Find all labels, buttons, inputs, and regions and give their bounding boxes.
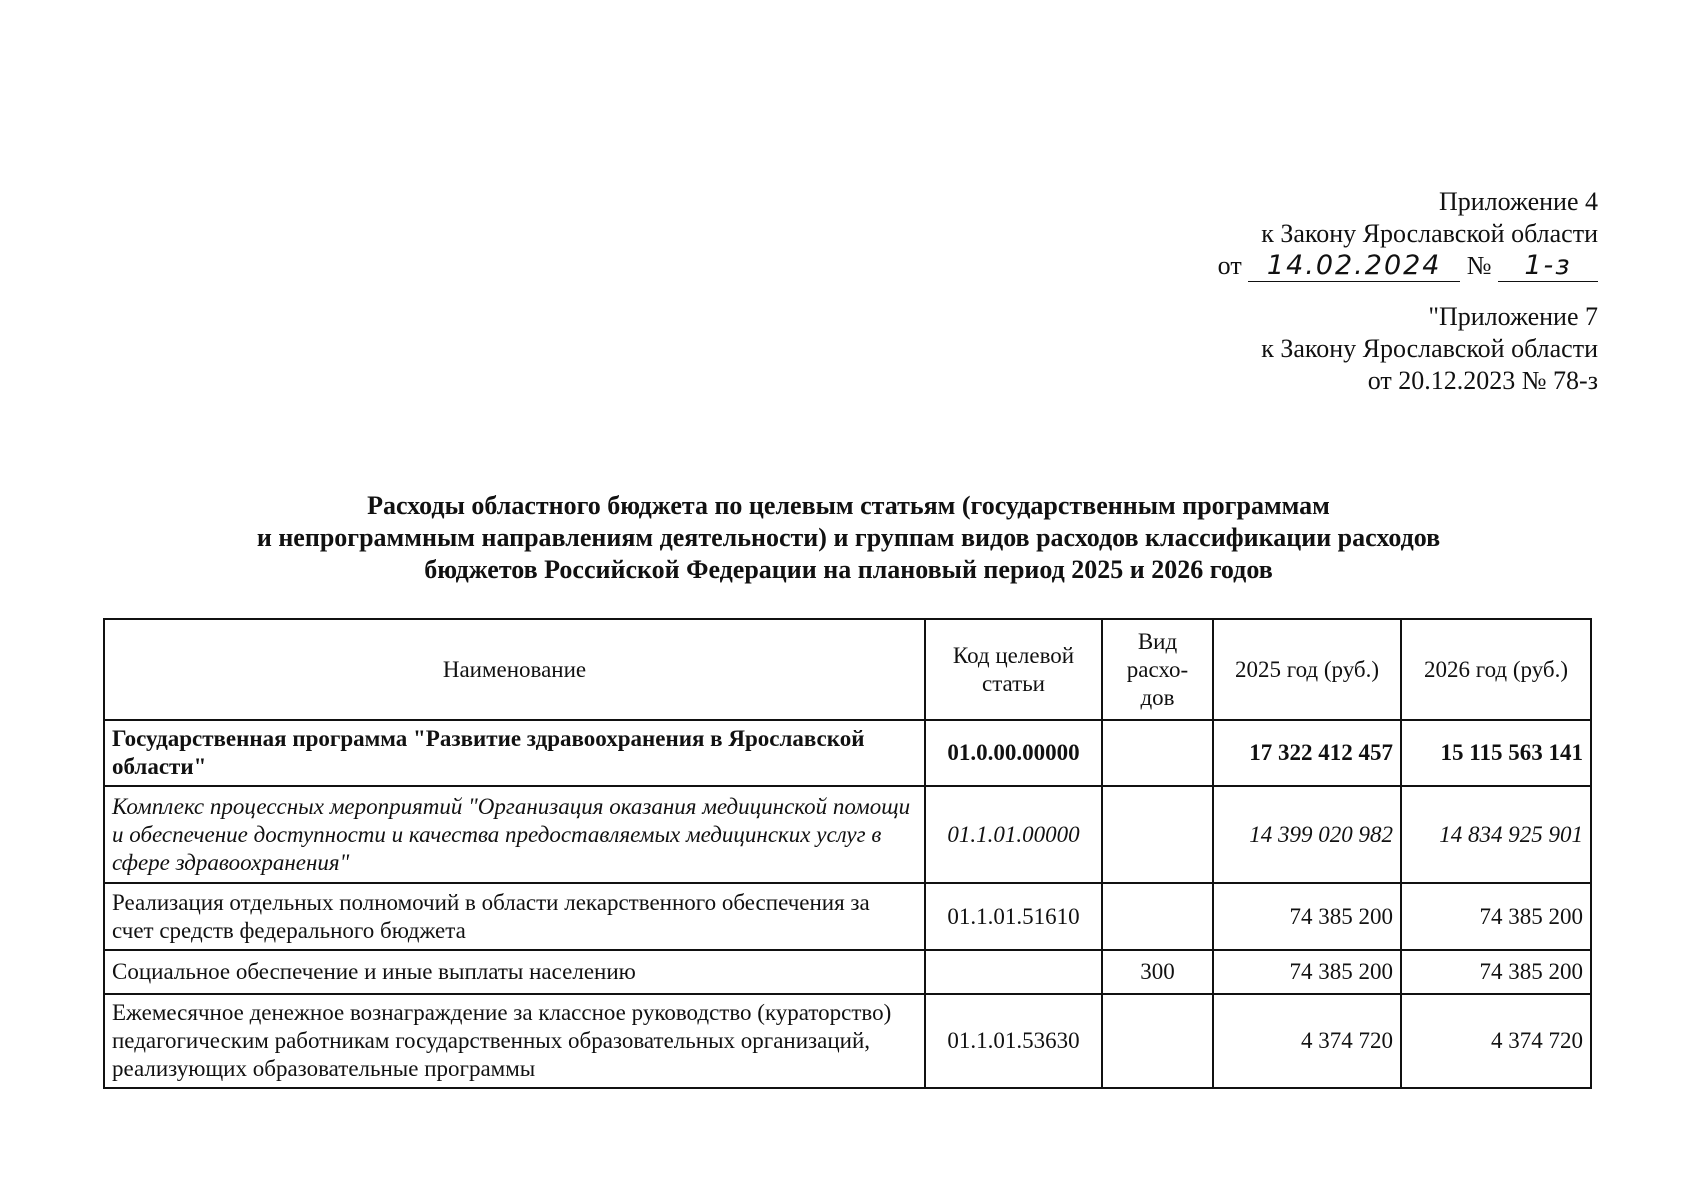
row-type (1102, 786, 1213, 883)
old-law-reference: к Закону Ярославской области (1261, 334, 1598, 363)
handwritten-number: 1-з (1498, 251, 1598, 282)
row-2026: 14 834 925 901 (1401, 786, 1591, 883)
row-type (1102, 994, 1213, 1088)
title-line-2: и непрограммным направлениям деятельности) и группам видов расходов классификации расходов (256, 523, 1441, 552)
row-2025: 4 374 720 (1213, 994, 1401, 1088)
annex-header (1078, 186, 1598, 397)
old-annex-title: "Приложение 7 (1428, 302, 1598, 331)
law-reference: к Закону Ярославской области (1261, 219, 1598, 248)
header-code: Код целевой статьи (925, 619, 1102, 720)
row-2026: 4 374 720 (1401, 994, 1591, 1088)
row-name: Реализация отдельных полномочий в области лекарственного обеспечения за счет средств федерального бюджета (104, 883, 925, 950)
header-name: Наименование (104, 619, 925, 720)
header-type: Вид расхо-дов (1102, 619, 1213, 720)
header-2025: 2025 год (руб.) (1213, 619, 1401, 720)
row-code: 01.1.01.51610 (925, 883, 1102, 950)
handwritten-date: 14.02.2024 (1248, 251, 1460, 282)
row-name: Ежемесячное денежное вознаграждение за классное руководство (кураторство) педагогическим работникам государственных образовательных организаций, реализующих образовательные программы (104, 994, 925, 1088)
row-name: Комплекс процессных мероприятий "Организация оказания медицинской помощи и обеспечение доступности и качества предоставляемых медицинских услуг в сфере здравоохранения" (104, 786, 925, 883)
document-title (100, 490, 1597, 586)
old-date-line: от 20.12.2023 № 78-з (1367, 366, 1598, 395)
row-code: 01.1.01.00000 (925, 786, 1102, 883)
row-name: Государственная программа "Развитие здравоохранения в Ярославской области" (104, 720, 925, 786)
table-row (104, 786, 1591, 883)
date-prefix: от (1217, 251, 1242, 280)
table-row (104, 883, 1591, 950)
table-row (104, 950, 1591, 994)
table-row (104, 994, 1591, 1088)
row-2026: 74 385 200 (1401, 883, 1591, 950)
row-code (925, 950, 1102, 994)
title-line-3: бюджетов Российской Федерации на плановый период 2025 и 2026 годов (424, 555, 1273, 584)
row-type (1102, 883, 1213, 950)
table-header-row (104, 619, 1591, 720)
budget-table (103, 618, 1592, 1089)
row-2025: 17 322 412 457 (1213, 720, 1401, 786)
row-type (1102, 720, 1213, 786)
annex-title: Приложение 4 (1438, 187, 1598, 216)
title-line-1: Расходы областного бюджета по целевым статьям (государственным программам (367, 491, 1330, 520)
row-type: 300 (1102, 950, 1213, 994)
row-code: 01.0.00.00000 (925, 720, 1102, 786)
table-row (104, 720, 1591, 786)
adoption-line (1078, 250, 1598, 282)
row-2025: 74 385 200 (1213, 950, 1401, 994)
row-code: 01.1.01.53630 (925, 994, 1102, 1088)
row-name: Социальное обеспечение и иные выплаты населению (104, 950, 925, 994)
row-2026: 15 115 563 141 (1401, 720, 1591, 786)
number-sign: № (1466, 251, 1492, 280)
row-2025: 14 399 020 982 (1213, 786, 1401, 883)
budget-table-wrapper (103, 618, 1590, 1089)
header-2026: 2026 год (руб.) (1401, 619, 1591, 720)
row-2026: 74 385 200 (1401, 950, 1591, 994)
row-2025: 74 385 200 (1213, 883, 1401, 950)
